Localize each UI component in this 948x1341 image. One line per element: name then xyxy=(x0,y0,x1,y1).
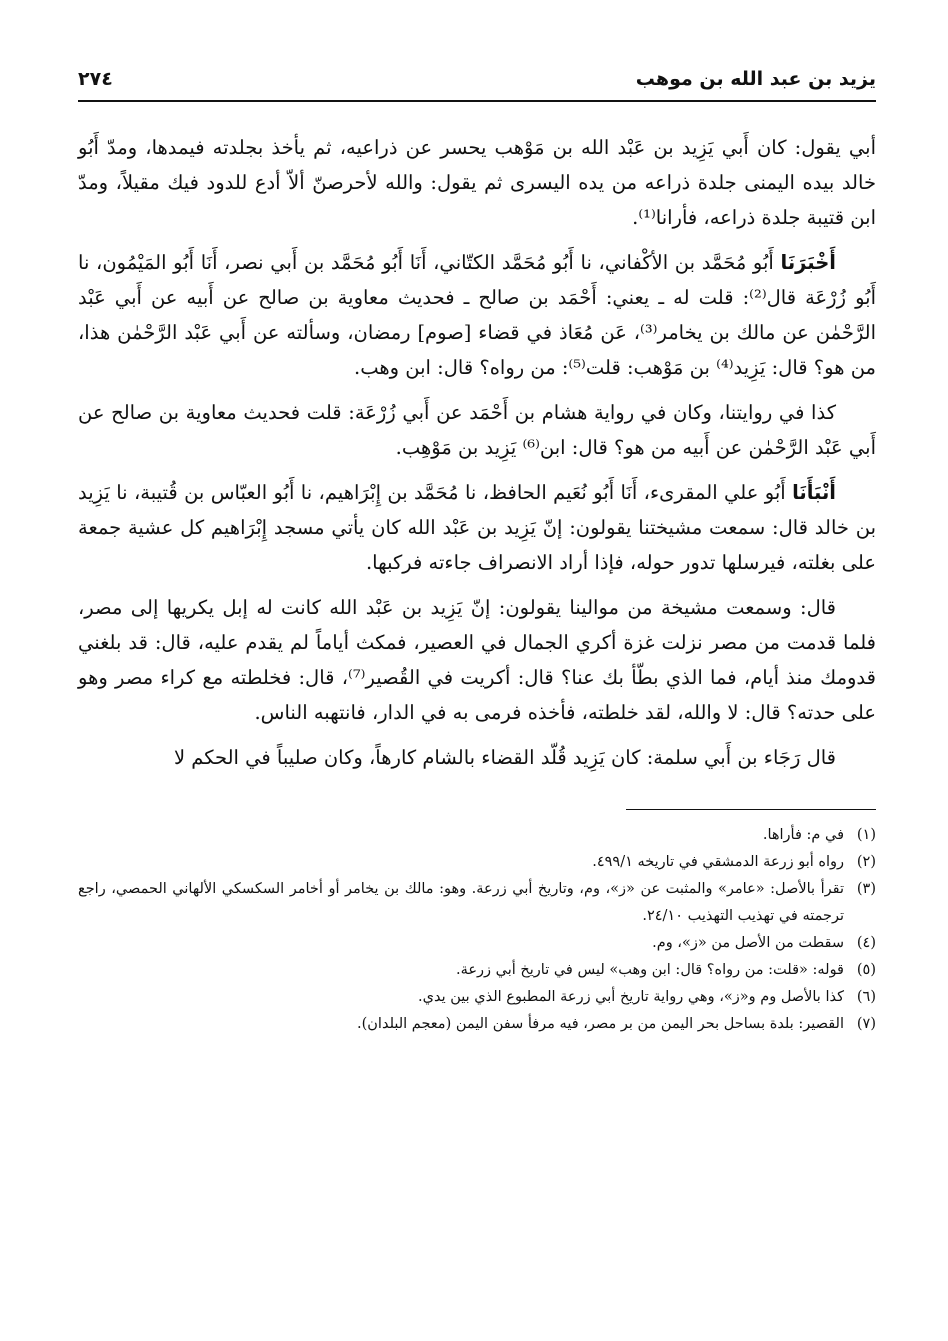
footnote-number: (٢) xyxy=(856,854,876,870)
paragraph-text: قال: وسمعت مشيخة من موالينا يقولون: إنّ يَزِيد بن عَبْد الله كانت له إبل يكريها إلى مصر، فلما قدمت من مصر نزلت غزة أكري الجمال في العصير، فمكث أياماً لم يقدم عليه، قال: قد بلغني قدومك منذ أيام، فما الذي بطّأ بك عنا؟ قال: أكريت في القُصير⁽⁷⁾، قال: فخلطته مع كراء مصر وهو على حدته؟ قال: لا والله، لقد خلطته، فأخذه فرمى به في الدار، فانتهبه الناس. xyxy=(78,596,876,724)
footnote xyxy=(78,822,876,849)
footnote xyxy=(78,957,876,984)
footnote-divider xyxy=(626,809,876,810)
footnotes xyxy=(78,822,876,1038)
page-number: ٢٧٤ xyxy=(78,68,113,90)
paragraph-text: قال رَجَاء بن أَبي سلمة: كان يَزِيد قُلّد القضاء بالشام كارهاً، وكان صليباً في الحكم لا xyxy=(173,746,836,769)
footnote-text: كذا بالأصل وم و«ز»، وهي رواية تاريخ أبي زرعة المطبوع الذي بين يدي. xyxy=(418,989,844,1005)
paragraph xyxy=(78,475,876,580)
paragraph xyxy=(78,590,876,730)
footnote-text: رواه أبو زرعة الدمشقي في تاريخه ٤٩٩/١. xyxy=(592,854,844,870)
footnote xyxy=(78,876,876,930)
paragraph-lead-word: أَنْبَأَنَا xyxy=(792,481,836,504)
footnote xyxy=(78,849,876,876)
footnote xyxy=(78,984,876,1011)
paragraph-text: أَبُو علي المقرىء، أَنَا أَبُو نُعَيم الحافظ، نا مُحَمَّد بن إِبْرَاهيم، نا أَبُو العبّاس بن قُتيبة، نا يَزِيد بن خالد قال: سمعت مشيختنا يقولون: إنّ يَزِيد بن عَبْد الله كان يأتي مسجد إِبْرَاهيم كل عشية جمعة على بغلته، فيرسلها تدور حوله، فإذا أراد الانصراف جاءته فركبها. xyxy=(78,481,876,574)
paragraph-lead-word: أَخْبَرَنَا xyxy=(780,251,836,274)
document-page xyxy=(78,60,876,1038)
footnote-number: (٧) xyxy=(856,1016,876,1032)
footnote-text: تقرأ بالأصل: «عامر» والمثبت عن «ز»، وم، وتاريخ أبي زرعة. وهو: مالك بن يخامر أو أخامر السكسكي الألهاني الحمصي، راجع ترجمته في تهذيب التهذيب ٢٤/١٠. xyxy=(78,881,844,924)
footnote-number: (٤) xyxy=(856,935,876,951)
footnote-text: القصير: بلدة بساحل بحر اليمن من بر مصر، فيه مرفأ سفن اليمن (معجم البلدان). xyxy=(357,1016,844,1032)
footnote-text: سقطت من الأصل من «ز»، وم. xyxy=(652,935,844,951)
footnote-text: في م: فأراها. xyxy=(762,827,844,843)
footnote-number: (٥) xyxy=(856,962,876,978)
footnote-number: (٣) xyxy=(856,881,876,897)
footnote-text: قوله: «قلت: من رواه؟ قال: ابن وهب» ليس في تاريخ أبي زرعة. xyxy=(455,962,844,978)
running-title: يزيد بن عبد الله بن موهب xyxy=(635,68,876,90)
footnote xyxy=(78,930,876,957)
paragraph-text: أَبُو مُحَمَّد بن الأكْفاني، نا أَبُو مُحَمَّد الكتّاني، أَنَا أَبُو مُحَمَّد بن أَبي نصر، أَنَا أَبُو المَيْمُون، نا أَبُو زُرْعَة قال⁽²⁾: قلت له ـ يعني: أَحْمَد بن صالح ـ فحديث معاوية بن صالح عن أَبيه عن أَبي عَبْد الرَّحْمٰن عن مالك بن يخامر⁽³⁾، عَن مُعَاذ في قضاء [صوم] رمضان، وسألته عن أَبي عَبْد الرَّحْمٰن هذا، من هو؟ قال: يَزِيد⁽⁴⁾ بن مَوْهب: قلت⁽⁵⁾: من رواه؟ قال: ابن وهب. xyxy=(78,251,877,379)
main-text xyxy=(78,130,876,775)
running-header xyxy=(78,60,876,102)
paragraph xyxy=(78,130,876,235)
paragraph xyxy=(78,395,876,465)
footnote-number: (١) xyxy=(856,827,876,843)
paragraph-text: كذا في روايتنا، وكان في رواية هشام بن أَحْمَد عن أَبي زُرْعَة: قلت فحديث معاوية بن صالح عن أَبي عَبْد الرَّحْمٰن عن أَبيه من هو؟ قال: ابن⁽⁶⁾ يَزِيد بن مَوْهِب. xyxy=(78,401,876,459)
footnote xyxy=(78,1011,876,1038)
paragraph xyxy=(78,740,876,775)
footnote-number: (٦) xyxy=(856,989,876,1005)
paragraph-text: أبي يقول: كان أَبي يَزِيد بن عَبْد الله بن مَوْهب يحسر عن ذراعيه، ثم يأخذ بجلدته فيمدها، ومدّ أَبُو خالد بيده اليمنى جلدة ذراعه من يده اليسرى ثم يقول: والله لأحرصنّ ألاّ أدع للدود فيك مقيلاً، ومدّ ابن قتيبة جلدة ذراعه، فأرانا⁽¹⁾. xyxy=(78,136,876,229)
paragraph xyxy=(78,245,876,385)
